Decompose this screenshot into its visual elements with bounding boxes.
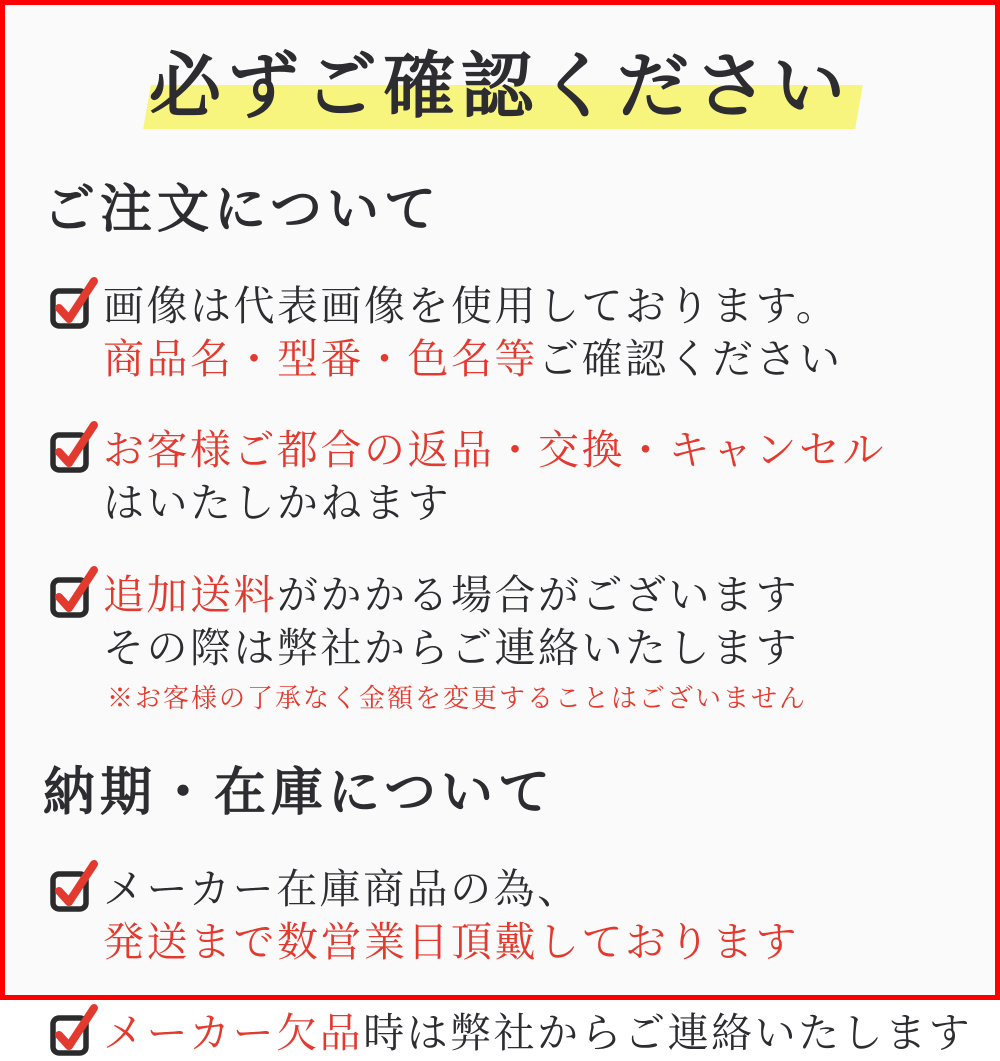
checklist-item	[49, 424, 995, 531]
checklist-item-text	[103, 424, 886, 531]
emphasis-red-text: 発送まで数営業日頂戴しております	[103, 918, 799, 967]
emphasis-red-text: お客様ご都合の返品・交換・キャンセル	[103, 426, 886, 475]
text-line	[103, 280, 843, 333]
section-heading: 納期・在庫について	[43, 761, 555, 823]
emphasis-red-text: 商品名・型番・色名等	[103, 334, 538, 383]
text-line	[103, 1007, 972, 1060]
body-text: がかかる場合がございます	[277, 570, 799, 619]
body-text: その際は弊社からご連絡いたします	[103, 624, 799, 673]
section-heading: ご注文について	[43, 178, 441, 240]
body-text: メーカー在庫商品の為、	[103, 864, 581, 913]
body-text: 時は弊社からご連絡いたします	[363, 1009, 973, 1058]
checkbox-checked-icon	[49, 859, 97, 913]
emphasis-red-text: メーカー欠品	[103, 1009, 364, 1058]
checklist-item	[49, 280, 995, 387]
body-text: はいたしかねます	[103, 479, 451, 528]
emphasis-red-text: 追加送料	[103, 570, 277, 619]
checklist-item	[49, 569, 995, 716]
page-title: 必ずご確認ください	[148, 43, 851, 128]
checklist-item	[49, 1007, 995, 1060]
body-text: 画像は代表画像を使用しております。	[103, 281, 840, 330]
section	[43, 760, 995, 1061]
text-line	[103, 424, 886, 477]
body-text: ご確認ください	[538, 334, 843, 383]
text-line	[103, 622, 807, 675]
section	[43, 177, 995, 716]
text-line	[103, 863, 799, 916]
checkbox-checked-icon	[49, 276, 97, 330]
text-line	[103, 916, 799, 969]
checklist-item	[49, 863, 995, 970]
checkbox-checked-icon	[49, 1003, 97, 1057]
checklist-item-text	[103, 1007, 972, 1060]
title-banner	[139, 39, 861, 133]
text-line	[103, 569, 807, 622]
text-line	[103, 333, 843, 386]
checklist-item-text	[103, 280, 843, 387]
checkbox-checked-icon	[49, 420, 97, 474]
sections-container	[5, 177, 995, 1061]
checklist-item-text	[103, 863, 799, 970]
checklist-item-text	[103, 569, 807, 716]
checkbox-checked-icon	[49, 565, 97, 619]
text-line	[103, 477, 886, 530]
item-note: ※お客様の了承なく金額を変更することはございません	[107, 684, 808, 715]
